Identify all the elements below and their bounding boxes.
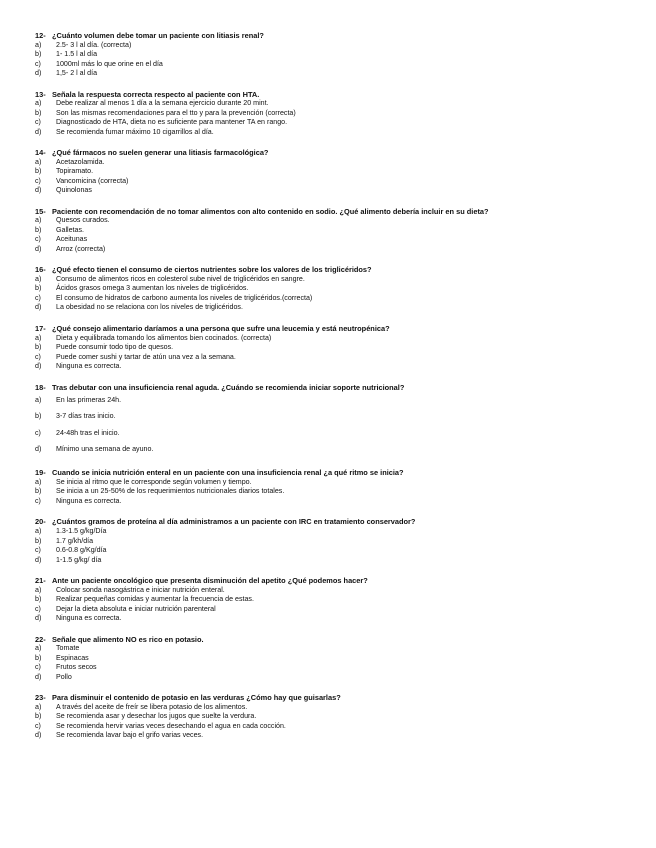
question-number: 17- xyxy=(35,323,46,333)
option-letter: a) xyxy=(35,157,42,166)
question-block xyxy=(35,635,635,694)
answer-option xyxy=(35,226,635,236)
answer-option xyxy=(35,284,635,294)
question-block xyxy=(35,31,635,90)
option-letter: b) xyxy=(35,536,42,545)
option-text: Realizar pequeñas comidas y aumentar la frecuencia de estas. xyxy=(56,595,254,604)
option-letter: a) xyxy=(35,585,42,594)
option-letter: d) xyxy=(35,186,42,195)
option-letter: b) xyxy=(35,225,42,234)
option-text: 0.6-0.8 g/Kg/día xyxy=(56,546,107,555)
question-number: 16- xyxy=(35,265,46,275)
answer-option xyxy=(35,497,635,507)
option-text: Se recomienda asar y desechar los jugos que suelte la verdura. xyxy=(56,712,257,721)
option-text: Debe realizar al menos 1 día a la semana ejercicio durante 20 mint. xyxy=(56,99,269,108)
option-text: Quinolonas xyxy=(56,186,92,195)
answer-option xyxy=(35,614,635,624)
option-letter: c) xyxy=(35,118,41,127)
option-text: 1.3-1.5 g/kg/Día xyxy=(56,527,107,536)
option-letter: b) xyxy=(35,595,42,604)
question-title xyxy=(35,693,635,703)
answer-option xyxy=(35,441,635,457)
question-text: Ante un paciente oncológico que presenta disminución del apetito ¿Qué podemos hacer? xyxy=(52,576,368,586)
option-letter: d) xyxy=(35,672,42,681)
question-title xyxy=(35,383,635,393)
answer-option xyxy=(35,109,635,119)
option-text: Arroz (correcta) xyxy=(56,244,106,253)
answer-option xyxy=(35,334,635,344)
option-text: Quesos curados. xyxy=(56,216,110,225)
question-title xyxy=(35,517,635,527)
option-letter: d) xyxy=(35,69,42,78)
answer-option xyxy=(35,186,635,196)
question-text: Señala la respuesta correcta respecto al paciente con HTA. xyxy=(52,89,260,99)
question-text: Señale que alimento NO es rico en potasio. xyxy=(52,634,204,644)
answer-option xyxy=(35,50,635,60)
option-text: Ninguna es correcta. xyxy=(56,362,122,371)
question-block xyxy=(35,265,635,324)
option-letter: b) xyxy=(35,412,42,421)
answer-option xyxy=(35,478,635,488)
option-letter: d) xyxy=(35,614,42,623)
option-text: 3-7 días tras inicio. xyxy=(56,412,116,421)
option-letter: c) xyxy=(35,59,41,68)
option-letter: d) xyxy=(35,303,42,312)
question-title xyxy=(35,468,635,478)
option-letter: a) xyxy=(35,477,42,486)
answer-option xyxy=(35,303,635,313)
question-block xyxy=(35,517,635,576)
answer-option xyxy=(35,731,635,741)
answer-option xyxy=(35,595,635,605)
answer-option xyxy=(35,556,635,566)
option-text: Se inicia al ritmo que le corresponde según volumen y tiempo. xyxy=(56,477,252,486)
answer-option xyxy=(35,546,635,556)
option-text: Tomate xyxy=(56,644,80,653)
answer-option xyxy=(35,216,635,226)
answer-option xyxy=(35,235,635,245)
answer-option xyxy=(35,353,635,363)
option-text: 2.5- 3 l al día. (correcta) xyxy=(56,40,132,49)
answer-option xyxy=(35,673,635,683)
option-letter: a) xyxy=(35,99,42,108)
question-text: ¿Qué consejo alimentario daríamos a una persona que sufre una leucemia y está neutropénica? xyxy=(52,323,390,333)
option-text: Galletas. xyxy=(56,225,84,234)
option-letter: c) xyxy=(35,604,41,613)
option-text: 1-1.5 g/kg/ día xyxy=(56,555,102,564)
question-title xyxy=(35,148,635,158)
answer-option xyxy=(35,128,635,138)
question-number: 15- xyxy=(35,206,46,216)
option-letter: d) xyxy=(35,731,42,740)
option-text: Aceitunas xyxy=(56,235,88,244)
question-block xyxy=(35,693,635,752)
question-text: Cuando se inicia nutrición enteral en un paciente con una insuficiencia renal ¿a qué ritmo se inicia? xyxy=(52,468,404,478)
answer-option xyxy=(35,425,635,441)
question-number: 18- xyxy=(35,382,46,392)
answer-option xyxy=(35,343,635,353)
question-text: Tras debutar con una insuficiencia renal aguda. ¿Cuándo se recomienda iniciar soporte nutricional? xyxy=(52,382,405,392)
question-text: ¿Cuánto volumen debe tomar un paciente con litiasis renal? xyxy=(52,31,264,40)
option-text: En las primeras 24h. xyxy=(56,396,122,405)
answer-option xyxy=(35,712,635,722)
option-letter: b) xyxy=(35,108,42,117)
option-letter: a) xyxy=(35,333,42,342)
option-letter: a) xyxy=(35,702,42,711)
question-title xyxy=(35,31,635,41)
option-text: La obesidad no se relaciona con los niveles de triglicéridos. xyxy=(56,303,243,312)
option-text: Dieta y equilibrada tomando los alimentos bien cocinados. (correcta) xyxy=(56,333,272,342)
option-text: Se recomienda fumar máximo 10 cigarrillos al día. xyxy=(56,127,214,136)
option-letter: a) xyxy=(35,527,42,536)
question-block xyxy=(35,383,635,469)
option-letter: b) xyxy=(35,712,42,721)
option-text: Pollo xyxy=(56,672,72,681)
question-number: 20- xyxy=(35,517,46,527)
option-text: Se inicia a un 25-50% de los requerimientos nutricionales diarios totales. xyxy=(56,487,285,496)
option-letter: d) xyxy=(35,445,42,454)
answer-option xyxy=(35,60,635,70)
answer-option xyxy=(35,644,635,654)
option-letter: b) xyxy=(35,50,42,59)
answer-option xyxy=(35,158,635,168)
option-text: Mínimo una semana de ayuno. xyxy=(56,445,154,454)
option-letter: b) xyxy=(35,487,42,496)
question-block xyxy=(35,468,635,517)
answer-option xyxy=(35,408,635,424)
option-letter: c) xyxy=(35,663,41,672)
option-letter: c) xyxy=(35,293,41,302)
option-text: Vancomicina (correcta) xyxy=(56,176,129,185)
question-block xyxy=(35,207,635,266)
option-text: Puede consumir todo tipo de quesos. xyxy=(56,343,174,352)
option-letter: b) xyxy=(35,343,42,352)
answer-option xyxy=(35,167,635,177)
option-text: 1.7 g/kh/día xyxy=(56,536,94,545)
answer-option xyxy=(35,527,635,537)
answer-option xyxy=(35,69,635,79)
question-text: ¿Qué fármacos no suelen generar una litiasis farmacológica? xyxy=(52,148,269,158)
option-letter: b) xyxy=(35,653,42,662)
option-text: 1- 1.5 l al día xyxy=(56,50,98,59)
option-text: Frutos secos xyxy=(56,663,97,672)
answer-option xyxy=(35,41,635,51)
option-text: 1000ml más lo que orine en el día xyxy=(56,59,163,68)
option-text: Topiramato. xyxy=(56,167,94,176)
option-letter: a) xyxy=(35,644,42,653)
question-title xyxy=(35,576,635,586)
question-number: 13- xyxy=(35,89,46,99)
question-text: ¿Cuántos gramos de proteína al día administramos a un paciente con IRC en tratamiento conservador? xyxy=(52,517,416,527)
answer-option xyxy=(35,177,635,187)
option-letter: a) xyxy=(35,40,42,49)
option-text: 1,5- 2 l al día xyxy=(56,69,98,78)
question-number: 12- xyxy=(35,31,46,40)
option-letter: d) xyxy=(35,362,42,371)
option-text: Ninguna es correcta. xyxy=(56,614,122,623)
option-letter: c) xyxy=(35,721,41,730)
question-block xyxy=(35,90,635,149)
answer-option xyxy=(35,392,635,408)
option-letter: b) xyxy=(35,284,42,293)
option-text: Dejar la dieta absoluta e iniciar nutrición parenteral xyxy=(56,604,216,613)
question-title xyxy=(35,90,635,100)
answer-option xyxy=(35,118,635,128)
option-letter: c) xyxy=(35,428,41,437)
option-text: Se recomienda hervir varias veces desechando el agua en cada cocción. xyxy=(56,721,286,730)
option-text: El consumo de hidratos de carbono aumenta los niveles de triglicéridos.(correcta) xyxy=(56,293,313,302)
answer-option xyxy=(35,663,635,673)
question-text: ¿Qué efecto tienen el consumo de ciertos nutrientes sobre los valores de los triglicéridos? xyxy=(52,265,372,275)
option-letter: c) xyxy=(35,496,41,505)
question-block xyxy=(35,324,635,383)
option-text: Puede comer sushi y tartar de atún una vez a la semana. xyxy=(56,352,236,361)
option-letter: d) xyxy=(35,244,42,253)
exam-page xyxy=(35,31,635,752)
option-text: Espinacas xyxy=(56,653,89,662)
option-letter: c) xyxy=(35,352,41,361)
option-text: A través del aceite de freír se libera potasio de los alimentos. xyxy=(56,702,248,711)
question-title xyxy=(35,324,635,334)
question-number: 14- xyxy=(35,148,46,158)
option-letter: a) xyxy=(35,216,42,225)
answer-option xyxy=(35,605,635,615)
option-text: Ninguna es correcta. xyxy=(56,496,122,505)
question-block xyxy=(35,576,635,635)
option-letter: a) xyxy=(35,396,42,405)
option-text: Se recomienda lavar bajo el grifo varias veces. xyxy=(56,731,204,740)
answer-option xyxy=(35,722,635,732)
option-text: Acetazolamida. xyxy=(56,157,105,166)
option-text: Diagnosticado de HTA, dieta no es suficiente para mantener TA en rango. xyxy=(56,118,288,127)
question-title xyxy=(35,265,635,275)
option-text: Colocar sonda nasogástrica e iniciar nutrición enteral. xyxy=(56,585,225,594)
answer-option xyxy=(35,99,635,109)
option-text: 24-48h tras el inicio. xyxy=(56,428,120,437)
option-letter: c) xyxy=(35,235,41,244)
option-text: Son las mismas recomendaciones para el tto y para la prevención (correcta) xyxy=(56,108,296,117)
option-letter: c) xyxy=(35,176,41,185)
question-number: 22- xyxy=(35,634,46,644)
question-text: Paciente con recomendación de no tomar alimentos con alto contenido en sodio. ¿Qué alimento debería incluir en su dieta? xyxy=(52,206,489,216)
answer-option xyxy=(35,654,635,664)
question-number: 23- xyxy=(35,693,46,703)
option-letter: c) xyxy=(35,546,41,555)
option-letter: d) xyxy=(35,127,42,136)
question-title xyxy=(35,635,635,645)
question-title xyxy=(35,207,635,217)
question-number: 19- xyxy=(35,468,46,478)
answer-option xyxy=(35,487,635,497)
answer-option xyxy=(35,537,635,547)
answer-option xyxy=(35,245,635,255)
option-text: Ácidos grasos omega 3 aumentan los niveles de triglicéridos. xyxy=(56,284,249,293)
question-text: Para disminuir el contenido de potasio en las verduras ¿Cómo hay que guisarlas? xyxy=(52,693,341,703)
answer-option xyxy=(35,294,635,304)
option-letter: a) xyxy=(35,274,42,283)
answer-option xyxy=(35,362,635,372)
option-letter: d) xyxy=(35,555,42,564)
option-letter: b) xyxy=(35,167,42,176)
question-block xyxy=(35,148,635,207)
answer-option xyxy=(35,703,635,713)
option-text: Consumo de alimentos ricos en colesterol sube nivel de triglicéridos en sangre. xyxy=(56,274,305,283)
question-number: 21- xyxy=(35,576,46,586)
answer-option xyxy=(35,586,635,596)
